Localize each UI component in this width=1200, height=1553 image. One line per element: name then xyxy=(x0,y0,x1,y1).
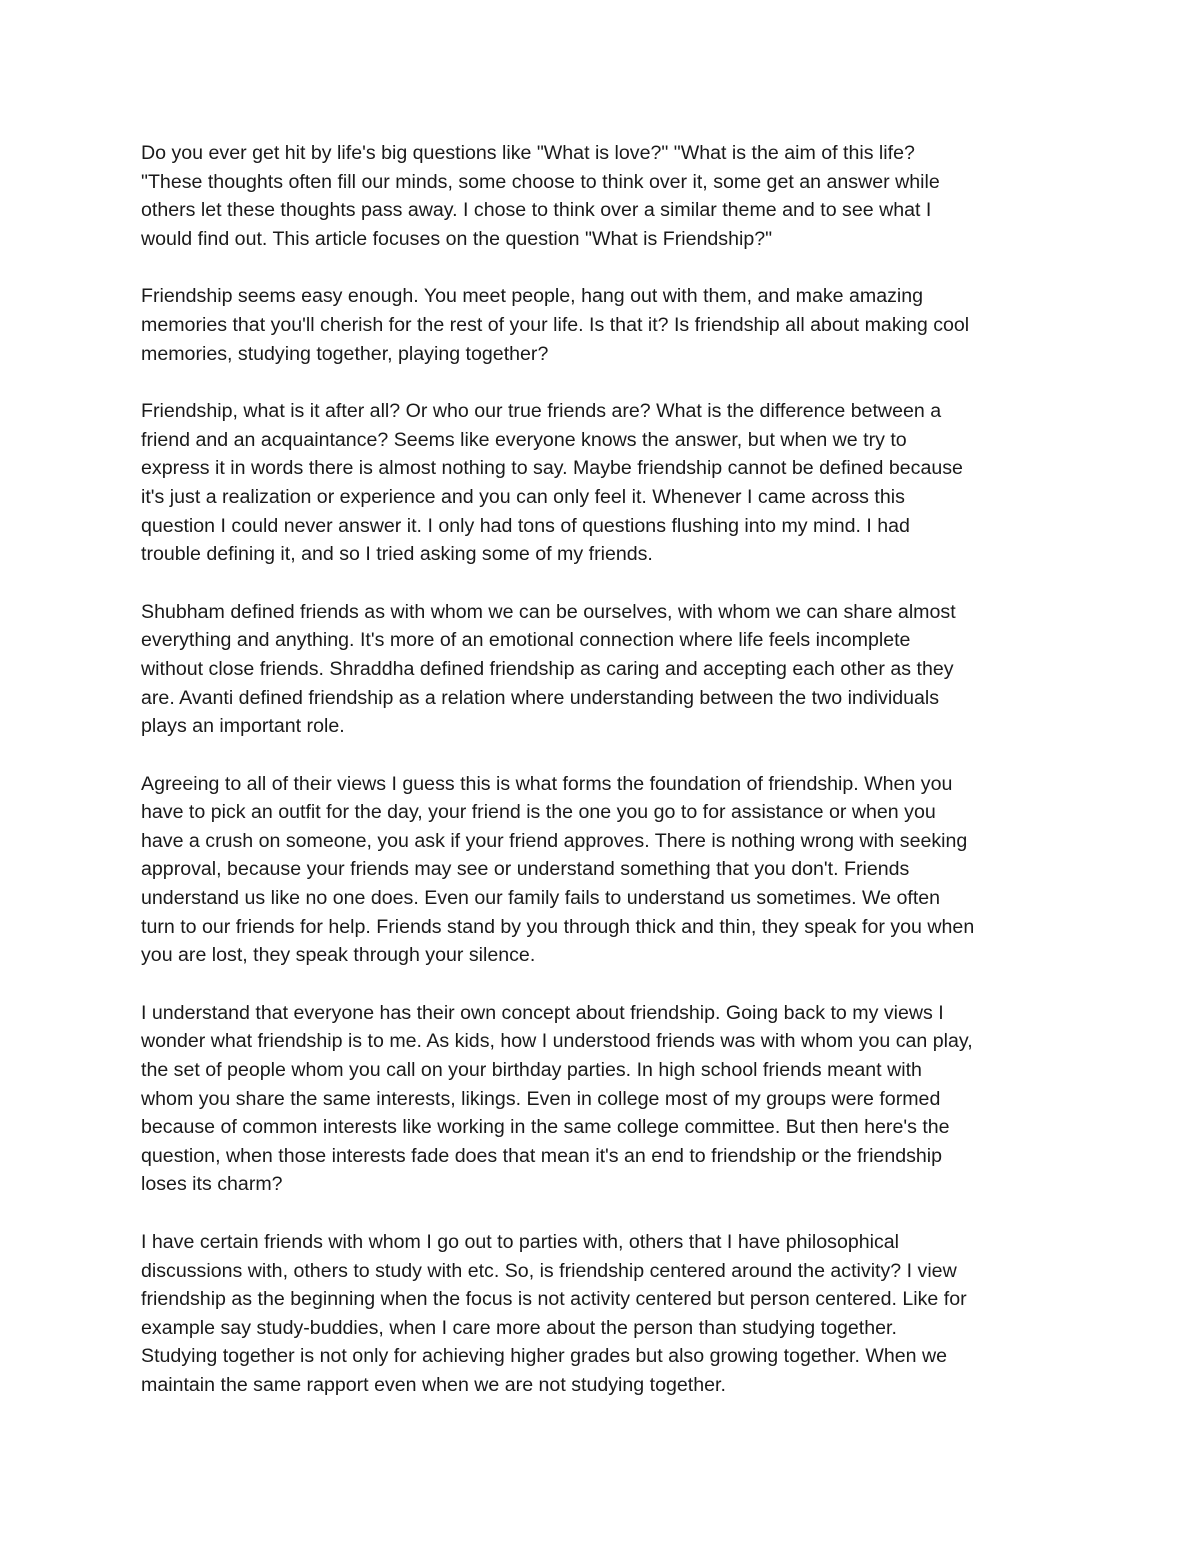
text-line: because of common interests like working in the same college committee. But then here's the xyxy=(141,1116,950,1139)
text-line: whom you share the same interests, likings. Even in college most of my groups were formed xyxy=(141,1087,941,1110)
text-line: have to pick an outfit for the day, your friend is the one you go to for assistance or when you xyxy=(141,801,936,824)
text-line: everything and anything. It's more of an emotional connection where life feels incomplete xyxy=(141,629,911,652)
document-body xyxy=(141,139,1071,1429)
text-line: the set of people whom you call on your birthday parties. In high school friends meant with xyxy=(141,1059,922,1082)
text-line: Shubham defined friends as with whom we can be ourselves, with whom we can share almost xyxy=(141,600,956,623)
text-line: loses its charm? xyxy=(141,1173,283,1196)
text-line: approval, because your friends may see or understand something that you don't. Friends xyxy=(141,858,910,881)
text-line: friendship as the beginning when the focus is not activity centered but person centered. Like for xyxy=(141,1288,967,1311)
text-line: wonder what friendship is to me. As kids, how I understood friends was with whom you can play, xyxy=(141,1030,973,1053)
text-line: Agreeing to all of their views I guess this is what forms the foundation of friendship. When you xyxy=(141,772,953,795)
text-line: discussions with, others to study with etc. So, is friendship centered around the activity? I view xyxy=(141,1259,957,1282)
text-line: memories that you'll cherish for the rest of your life. Is that it? Is friendship all about making cool xyxy=(141,313,970,336)
text-line: it's just a realization or experience and you can only feel it. Whenever I came across this xyxy=(141,485,905,508)
paragraph-2 xyxy=(141,282,1071,368)
text-line: are. Avanti defined friendship as a relation where understanding between the two individuals xyxy=(141,686,940,709)
paragraph-5 xyxy=(141,770,1071,970)
text-line: you are lost, they speak through your silence. xyxy=(141,944,536,967)
text-line: "These thoughts often fill our minds, some choose to think over it, some get an answer while xyxy=(141,170,940,193)
text-line: Studying together is not only for achieving higher grades but also growing together. When we xyxy=(141,1345,948,1368)
text-line: example say study-buddies, when I care more about the person than studying together. xyxy=(141,1316,897,1339)
text-line: Friendship seems easy enough. You meet people, hang out with them, and make amazing xyxy=(141,285,924,308)
text-line: have a crush on someone, you ask if your friend approves. There is nothing wrong with seeking xyxy=(141,829,968,852)
text-line: question, when those interests fade does that mean it's an end to friendship or the friendship xyxy=(141,1144,943,1167)
text-line: understand us like no one does. Even our family fails to understand us sometimes. We often xyxy=(141,887,941,910)
paragraph-3 xyxy=(141,397,1071,569)
text-line: Friendship, what is it after all? Or who our true friends are? What is the difference between a xyxy=(141,400,942,423)
text-line: others let these thoughts pass away. I chose to think over a similar theme and to see what I xyxy=(141,199,932,222)
paragraph-1 xyxy=(141,139,1071,253)
text-line: I understand that everyone has their own concept about friendship. Going back to my views I xyxy=(141,1001,944,1024)
text-line: trouble defining it, and so I tried asking some of my friends. xyxy=(141,543,653,566)
paragraph-7 xyxy=(141,1228,1071,1400)
text-line: would find out. This article focuses on the question "What is Friendship?" xyxy=(141,227,773,250)
text-line: friend and an acquaintance? Seems like everyone knows the answer, but when we try to xyxy=(141,428,907,451)
text-line: plays an important role. xyxy=(141,715,345,738)
paragraph-6 xyxy=(141,999,1071,1199)
text-line: without close friends. Shraddha defined friendship as caring and accepting each other as they xyxy=(141,657,954,680)
text-line: I have certain friends with whom I go out to parties with, others that I have philosophical xyxy=(141,1231,900,1253)
paragraph-4 xyxy=(141,598,1071,741)
text-line: Do you ever get hit by life's big questions like "What is love?" "What is the aim of this life? xyxy=(141,142,915,164)
text-line: memories, studying together, playing together? xyxy=(141,342,549,365)
text-line: turn to our friends for help. Friends stand by you through thick and thin, they speak for you when xyxy=(141,915,975,938)
text-line: express it in words there is almost nothing to say. Maybe friendship cannot be defined because xyxy=(141,457,963,480)
text-line: question I could never answer it. I only had tons of questions flushing into my mind. I had xyxy=(141,514,910,537)
text-line: maintain the same rapport even when we are not studying together. xyxy=(141,1373,726,1396)
